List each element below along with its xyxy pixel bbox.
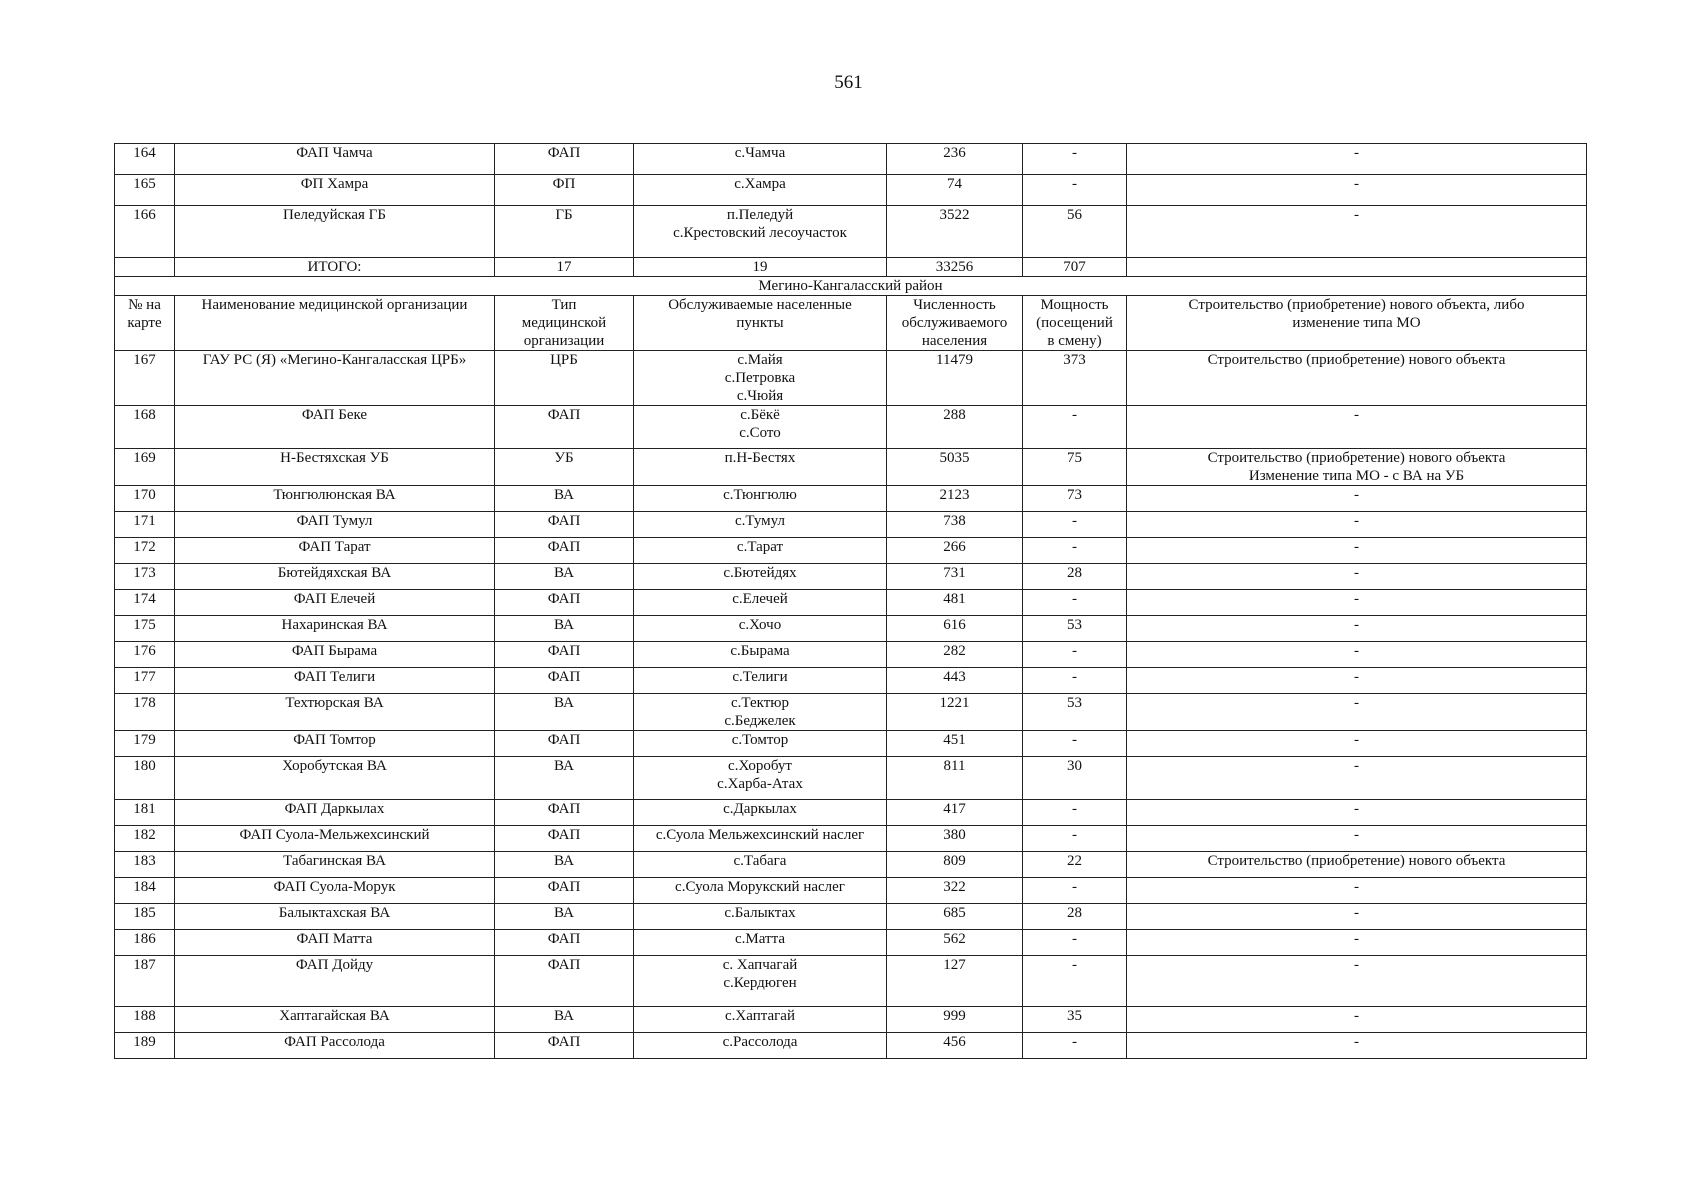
cell-type: ФАП (495, 826, 634, 852)
cell-population: 1221 (887, 694, 1023, 731)
cell-capacity: 56 (1023, 206, 1127, 258)
cell-settlements: с. Хапчагай с.Кердюген (634, 956, 887, 1007)
cell-name: ФАП Суола-Мельжехсинский (175, 826, 495, 852)
cell-population: 282 (887, 642, 1023, 668)
cell-capacity: - (1023, 878, 1127, 904)
cell-settlements: с.Бёкё с.Сото (634, 406, 887, 449)
cell-settlements: с.Даркылах (634, 800, 887, 826)
cell-name: ФАП Тарат (175, 538, 495, 564)
cell-capacity: 53 (1023, 694, 1127, 731)
cell-name: ФП Хамра (175, 175, 495, 206)
cell-population: 288 (887, 406, 1023, 449)
cell-settlements: с.Суола Мельжехсинский наслег (634, 826, 887, 852)
cell-capacity: - (1023, 1033, 1127, 1059)
district-row (115, 277, 1587, 296)
cell-population: 3522 (887, 206, 1023, 258)
table-row (115, 206, 1587, 258)
cell-population: 481 (887, 590, 1023, 616)
cell-name: ФАП Телиги (175, 668, 495, 694)
cell-name: ФАП Беке (175, 406, 495, 449)
cell-capacity: 73 (1023, 486, 1127, 512)
cell-type: ВА (495, 1007, 634, 1033)
cell-name: ФАП Томтор (175, 731, 495, 757)
cell-note: - (1127, 564, 1587, 590)
cell-capacity: - (1023, 930, 1127, 956)
cell-capacity: - (1023, 590, 1127, 616)
cell-note: - (1127, 904, 1587, 930)
cell-type: ВА (495, 616, 634, 642)
cell-num: 175 (115, 616, 175, 642)
cell-type: ФАП (495, 406, 634, 449)
cell-settlements: с.Елечей (634, 590, 887, 616)
table-row (115, 406, 1587, 449)
cell-settlements: с.Хоробут с.Харба-Атах (634, 757, 887, 800)
cell-settlements: 19 (634, 258, 887, 277)
cell-note: Строительство (приобретение) нового объекта (1127, 852, 1587, 878)
column-header-name: Наименование медицинской организации (175, 296, 495, 351)
cell-capacity: - (1023, 144, 1127, 175)
cell-type: ФАП (495, 800, 634, 826)
cell-num: 167 (115, 351, 175, 406)
cell-name: Тюнгюлюнская ВА (175, 486, 495, 512)
cell-population: 127 (887, 956, 1023, 1007)
cell-capacity: 707 (1023, 258, 1127, 277)
medical-organizations-table (114, 143, 1587, 1059)
table-row (115, 175, 1587, 206)
cell-population: 685 (887, 904, 1023, 930)
cell-settlements: с.Томтор (634, 731, 887, 757)
cell-name: Бютейдяхская ВА (175, 564, 495, 590)
cell-note: - (1127, 1007, 1587, 1033)
table-row (115, 800, 1587, 826)
cell-population: 380 (887, 826, 1023, 852)
cell-note: - (1127, 930, 1587, 956)
cell-type: ВА (495, 564, 634, 590)
cell-capacity: - (1023, 668, 1127, 694)
cell-capacity: - (1023, 512, 1127, 538)
cell-name: ГАУ РС (Я) «Мегино-Кангаласская ЦРБ» (175, 351, 495, 406)
cell-name: Балыктахская ВА (175, 904, 495, 930)
column-header-population: Численность обслуживаемого населения (887, 296, 1023, 351)
cell-population: 74 (887, 175, 1023, 206)
cell-settlements: с.Рассолода (634, 1033, 887, 1059)
cell-capacity: 53 (1023, 616, 1127, 642)
cell-name: ФАП Тумул (175, 512, 495, 538)
cell-name: ФАП Матта (175, 930, 495, 956)
cell-capacity: 35 (1023, 1007, 1127, 1033)
cell-name: ФАП Дойду (175, 956, 495, 1007)
cell-note: - (1127, 956, 1587, 1007)
cell-num: 177 (115, 668, 175, 694)
table-row (115, 538, 1587, 564)
cell-type: 17 (495, 258, 634, 277)
cell-name: Хаптагайская ВА (175, 1007, 495, 1033)
cell-num: 164 (115, 144, 175, 175)
cell-settlements: с.Табага (634, 852, 887, 878)
cell-type: ФАП (495, 878, 634, 904)
cell-note: - (1127, 731, 1587, 757)
cell-population: 811 (887, 757, 1023, 800)
cell-type: ВА (495, 904, 634, 930)
table-row (115, 616, 1587, 642)
cell-settlements: с.Чамча (634, 144, 887, 175)
cell-type: ГБ (495, 206, 634, 258)
cell-population: 266 (887, 538, 1023, 564)
cell-settlements: с.Телиги (634, 668, 887, 694)
table-row (115, 512, 1587, 538)
district-title: Мегино-Кангаласский район (115, 277, 1587, 296)
cell-num: 188 (115, 1007, 175, 1033)
cell-population: 322 (887, 878, 1023, 904)
table-row (115, 1007, 1587, 1033)
cell-num: 184 (115, 878, 175, 904)
table-row (115, 564, 1587, 590)
cell-capacity: 28 (1023, 904, 1127, 930)
cell-note: - (1127, 1033, 1587, 1059)
cell-type: ФАП (495, 956, 634, 1007)
table-row (115, 757, 1587, 800)
cell-type: ВА (495, 852, 634, 878)
cell-num: 180 (115, 757, 175, 800)
total-row (115, 258, 1587, 277)
cell-name: Табагинская ВА (175, 852, 495, 878)
cell-type: ВА (495, 694, 634, 731)
cell-name: ФАП Рассолода (175, 1033, 495, 1059)
cell-settlements: с.Бютейдях (634, 564, 887, 590)
cell-note: - (1127, 800, 1587, 826)
cell-note: - (1127, 826, 1587, 852)
table-header-row (115, 296, 1587, 351)
cell-settlements: с.Балыктах (634, 904, 887, 930)
cell-note (1127, 258, 1587, 277)
cell-num: 170 (115, 486, 175, 512)
cell-settlements: с.Бырама (634, 642, 887, 668)
cell-num: 186 (115, 930, 175, 956)
cell-population: 456 (887, 1033, 1023, 1059)
cell-num: 173 (115, 564, 175, 590)
cell-settlements: п.Пеледуй с.Крестовский лесоучасток (634, 206, 887, 258)
cell-name: ИТОГО: (175, 258, 495, 277)
cell-population: 2123 (887, 486, 1023, 512)
column-header-note: Строительство (приобретение) нового объекта, либо изменение типа МО (1127, 296, 1587, 351)
table-row (115, 878, 1587, 904)
column-header-settlements: Обслуживаемые населенные пункты (634, 296, 887, 351)
cell-population: 809 (887, 852, 1023, 878)
cell-capacity: 30 (1023, 757, 1127, 800)
cell-num: 185 (115, 904, 175, 930)
cell-population: 616 (887, 616, 1023, 642)
cell-num: 189 (115, 1033, 175, 1059)
cell-note: - (1127, 757, 1587, 800)
cell-name: ФАП Чамча (175, 144, 495, 175)
table-row (115, 351, 1587, 406)
cell-note: Строительство (приобретение) нового объекта (1127, 351, 1587, 406)
cell-type: УБ (495, 449, 634, 486)
cell-settlements: с.Хамра (634, 175, 887, 206)
table-row (115, 449, 1587, 486)
table-row (115, 852, 1587, 878)
cell-type: ФАП (495, 731, 634, 757)
cell-num: 179 (115, 731, 175, 757)
cell-name: Нахаринская ВА (175, 616, 495, 642)
cell-note: - (1127, 512, 1587, 538)
cell-num: 181 (115, 800, 175, 826)
cell-note: - (1127, 616, 1587, 642)
cell-name: ФАП Елечей (175, 590, 495, 616)
cell-capacity: 22 (1023, 852, 1127, 878)
cell-type: ФАП (495, 642, 634, 668)
cell-population: 417 (887, 800, 1023, 826)
table-row (115, 826, 1587, 852)
table-row (115, 668, 1587, 694)
cell-name: ФАП Бырама (175, 642, 495, 668)
cell-num: 165 (115, 175, 175, 206)
column-header-capacity: Мощность (посещений в смену) (1023, 296, 1127, 351)
cell-type: ФАП (495, 590, 634, 616)
cell-name: Н-Бестяхская УБ (175, 449, 495, 486)
cell-type: ФАП (495, 538, 634, 564)
cell-note: - (1127, 668, 1587, 694)
cell-type: ВА (495, 757, 634, 800)
cell-num: 176 (115, 642, 175, 668)
cell-num: 171 (115, 512, 175, 538)
table-row (115, 1033, 1587, 1059)
cell-type: ФАП (495, 1033, 634, 1059)
table-row (115, 731, 1587, 757)
page-number: 561 (834, 72, 863, 93)
cell-settlements: с.Хочо (634, 616, 887, 642)
cell-note: - (1127, 206, 1587, 258)
cell-name: Пеледуйская ГБ (175, 206, 495, 258)
cell-capacity: - (1023, 731, 1127, 757)
cell-num: 178 (115, 694, 175, 731)
cell-capacity: - (1023, 538, 1127, 564)
cell-population: 738 (887, 512, 1023, 538)
cell-note: - (1127, 538, 1587, 564)
cell-capacity: 373 (1023, 351, 1127, 406)
table-row (115, 956, 1587, 1007)
cell-settlements: с.Тумул (634, 512, 887, 538)
cell-capacity: 28 (1023, 564, 1127, 590)
cell-settlements: с.Суола Морукский наслег (634, 878, 887, 904)
cell-type: ФАП (495, 144, 634, 175)
cell-num: 168 (115, 406, 175, 449)
cell-population: 451 (887, 731, 1023, 757)
cell-num: 183 (115, 852, 175, 878)
cell-name: ФАП Даркылах (175, 800, 495, 826)
cell-num: 182 (115, 826, 175, 852)
cell-population: 443 (887, 668, 1023, 694)
cell-note: - (1127, 590, 1587, 616)
cell-capacity: - (1023, 800, 1127, 826)
cell-capacity: - (1023, 826, 1127, 852)
cell-population: 236 (887, 144, 1023, 175)
table-row (115, 590, 1587, 616)
cell-name: Техтюрская ВА (175, 694, 495, 731)
cell-capacity: - (1023, 406, 1127, 449)
cell-type: ФП (495, 175, 634, 206)
cell-note: Строительство (приобретение) нового объекта Изменение типа МО - с ВА на УБ (1127, 449, 1587, 486)
table-row (115, 144, 1587, 175)
cell-settlements: с.Матта (634, 930, 887, 956)
cell-num (115, 258, 175, 277)
cell-population: 33256 (887, 258, 1023, 277)
column-header-type: Тип медицинской организации (495, 296, 634, 351)
cell-capacity: - (1023, 642, 1127, 668)
cell-name: Хоробутская ВА (175, 757, 495, 800)
table-row (115, 642, 1587, 668)
cell-population: 562 (887, 930, 1023, 956)
cell-note: - (1127, 694, 1587, 731)
cell-note: - (1127, 486, 1587, 512)
table-row (115, 694, 1587, 731)
column-header-num: № на карте (115, 296, 175, 351)
cell-type: ФАП (495, 668, 634, 694)
cell-note: - (1127, 406, 1587, 449)
cell-name: ФАП Суола-Морук (175, 878, 495, 904)
cell-settlements: с.Тектюр с.Беджелек (634, 694, 887, 731)
cell-population: 731 (887, 564, 1023, 590)
cell-type: ФАП (495, 930, 634, 956)
cell-note: - (1127, 144, 1587, 175)
cell-settlements: с.Майя с.Петровка с.Чюйя (634, 351, 887, 406)
cell-capacity: - (1023, 956, 1127, 1007)
cell-num: 169 (115, 449, 175, 486)
cell-num: 174 (115, 590, 175, 616)
cell-note: - (1127, 642, 1587, 668)
cell-num: 166 (115, 206, 175, 258)
cell-note: - (1127, 175, 1587, 206)
cell-num: 187 (115, 956, 175, 1007)
cell-population: 11479 (887, 351, 1023, 406)
cell-note: - (1127, 878, 1587, 904)
table-row (115, 904, 1587, 930)
cell-settlements: с.Тюнгюлю (634, 486, 887, 512)
cell-num: 172 (115, 538, 175, 564)
cell-population: 5035 (887, 449, 1023, 486)
cell-capacity: 75 (1023, 449, 1127, 486)
cell-type: ФАП (495, 512, 634, 538)
table-row (115, 930, 1587, 956)
cell-type: ЦРБ (495, 351, 634, 406)
cell-settlements: с.Тарат (634, 538, 887, 564)
cell-type: ВА (495, 486, 634, 512)
table-row (115, 486, 1587, 512)
cell-settlements: п.Н-Бестях (634, 449, 887, 486)
cell-population: 999 (887, 1007, 1023, 1033)
cell-settlements: с.Хаптагай (634, 1007, 887, 1033)
cell-capacity: - (1023, 175, 1127, 206)
